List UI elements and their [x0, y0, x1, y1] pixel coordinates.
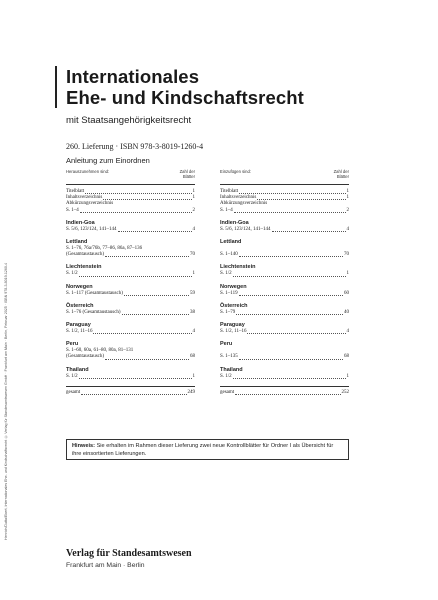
- leader-dots: [234, 212, 346, 213]
- entry-row: [220, 291, 349, 297]
- entry-row: [66, 227, 195, 233]
- entry-row: [66, 271, 195, 277]
- leader-dots: [272, 231, 346, 232]
- total-value: 252: [341, 389, 349, 395]
- entry-pages: Titelblatt: [66, 189, 85, 194]
- total-label: gesamt: [220, 389, 235, 395]
- entry-row: [220, 227, 349, 233]
- leader-dots: [105, 256, 189, 257]
- leader-dots: [118, 231, 192, 232]
- entry-group: [66, 220, 195, 233]
- entry-row: [66, 208, 195, 214]
- leader-dots: [235, 394, 340, 395]
- entry-group: [66, 264, 195, 277]
- entry-sheet-count: 1: [192, 373, 195, 379]
- guide-title: Anleitung zum Einordnen: [66, 156, 150, 165]
- entry-group: [220, 220, 349, 233]
- entry-group: [220, 239, 349, 258]
- leader-dots: [93, 333, 191, 334]
- entry-sheet-count: 4: [192, 226, 195, 232]
- leader-dots: [257, 199, 345, 200]
- entry-group: [220, 284, 349, 297]
- country-heading: Lettland: [220, 239, 242, 246]
- entry-row: [220, 252, 349, 258]
- entry-pages: S. 1–119: [220, 290, 238, 296]
- leader-dots: [124, 295, 189, 296]
- entry-row: [220, 310, 349, 316]
- entry-sheet-count: 38: [190, 309, 195, 315]
- country-heading: Liechtenstein: [220, 264, 256, 271]
- entry-pages: S. 1–79: [220, 309, 236, 315]
- entry-pages: S. 1–76, 76a/76b, 77–86, 86a, 87–136: [66, 246, 143, 252]
- entry-sheet-count: 40: [344, 309, 349, 315]
- country-heading: Österreich: [66, 302, 94, 309]
- page-subtitle: mit Staatsangehörigkeitsrecht: [66, 115, 192, 126]
- entry-group: [220, 264, 349, 277]
- entry-sheet-count: 70: [344, 252, 349, 258]
- entry-sheet-count: 1: [192, 189, 195, 194]
- entry-row: [66, 252, 195, 258]
- country-heading: Peru: [66, 341, 79, 348]
- country-heading: Norwegen: [220, 283, 247, 290]
- entry-pages: (Gesamtaustausch): [66, 354, 105, 360]
- entry-row: [66, 291, 195, 297]
- entry-sheet-count: 1: [192, 195, 195, 201]
- publisher-place: Frankfurt am Main · Berlin: [66, 562, 145, 569]
- entry-row: [220, 271, 349, 277]
- insert-list: [220, 189, 349, 380]
- entry-group: [66, 367, 195, 380]
- entry-pages: S. 1/2, 11–16: [220, 329, 247, 335]
- leader-dots: [239, 295, 343, 296]
- leader-dots: [79, 276, 192, 277]
- entry-pages: Inhaltsverzeichnis: [66, 195, 103, 201]
- country-heading: Indien-Goa: [66, 219, 95, 226]
- country-heading: Thailand: [66, 366, 89, 373]
- insert-header-label: Einzufügen sind:: [220, 169, 251, 174]
- entry-row: [220, 208, 349, 214]
- remove-unit-line-2: Blätter: [182, 174, 195, 179]
- entry-group: [220, 303, 349, 316]
- leader-dots: [233, 378, 346, 379]
- remove-unit-line-1: Zahl der: [179, 169, 195, 174]
- entry-group: [220, 367, 349, 380]
- entry-pages: S. 1–117 (Gesamtaustausch): [66, 290, 123, 296]
- entry-group: [220, 322, 349, 335]
- entry-pages: S. 1–4: [220, 207, 233, 213]
- remove-list: [66, 189, 195, 380]
- entry-sheet-count: 68: [344, 354, 349, 360]
- leader-dots: [81, 394, 186, 395]
- remove-column: [66, 169, 195, 396]
- entry-row: [66, 329, 195, 335]
- country-heading: Liechtenstein: [66, 264, 102, 271]
- entry-sheet-count: 4: [346, 329, 349, 335]
- delivery-info: 260. Lieferung · ISBN 978-3-8019-1260-4: [66, 142, 204, 151]
- insert-unit-line-2: Blätter: [336, 174, 349, 179]
- entry-sheet-count: 60: [344, 290, 349, 296]
- leader-dots: [79, 378, 192, 379]
- country-heading: Paraguay: [66, 322, 91, 329]
- remove-unit-label: [173, 169, 195, 179]
- entry-group: [66, 189, 195, 214]
- entry-sheet-count: 4: [192, 329, 195, 335]
- country-heading: Peru: [220, 341, 233, 348]
- entry-pages: S. 1–76 (Gesamtaustausch): [66, 309, 121, 315]
- title-block: [55, 66, 304, 108]
- note-text: Sie erhalten im Rahmen dieser Lieferung zwei neue Kontrollblätter für Ordner I als Übersicht für ihre einsortierten Lieferungen.: [72, 443, 334, 457]
- country-heading: Paraguay: [220, 322, 245, 329]
- country-heading: Österreich: [220, 302, 248, 309]
- entry-pages: S. 1/2: [220, 373, 232, 379]
- leader-dots: [236, 314, 343, 315]
- entry-sheet-count: 1: [346, 189, 349, 194]
- entry-row: [66, 310, 195, 316]
- remove-total: [66, 386, 195, 396]
- side-copyright-text: Henrich/Dutta/Ebert, Internationales Ehe- und Kindschaftsrecht © Verlag für Standesamtswesen GmbH · Frankfurt am Main · Berlin, Februar 2025 · ISBN 978-3-8019-1260-4: [4, 262, 8, 540]
- leader-dots: [105, 359, 189, 360]
- entry-row: [66, 354, 195, 360]
- entry-group: [66, 322, 195, 335]
- entry-row: [220, 354, 349, 360]
- entry-sheet-count: 1: [192, 271, 195, 277]
- total-value: 249: [187, 389, 195, 395]
- entry-pages: S. 1/2: [66, 373, 78, 379]
- entry-pages: S. 1–60, 60a, 61–80, 80a, 81–131: [66, 348, 134, 354]
- entry-pages: Abkürzungsverzeichnis: [220, 201, 268, 207]
- leader-dots: [80, 212, 192, 213]
- entry-group: [66, 239, 195, 258]
- entry-pages: S. 1–135: [220, 354, 238, 360]
- leader-dots: [233, 276, 346, 277]
- note-box: [66, 439, 349, 460]
- entry-pages: S. 5/6, 123/124, 141–144: [66, 226, 117, 232]
- entry-sheet-count: 2: [346, 207, 349, 213]
- insert-column: [220, 169, 349, 396]
- entry-pages: S. 1–140: [220, 252, 238, 258]
- entry-group: [220, 189, 349, 214]
- entry-sheet-count: 59: [190, 290, 195, 296]
- entry-sheet-count: 1: [346, 271, 349, 277]
- page-title-line-2: Ehe- und Kindschaftsrecht: [66, 87, 304, 108]
- leader-dots: [239, 193, 345, 194]
- country-heading: Lettland: [66, 239, 88, 246]
- leader-dots: [239, 256, 343, 257]
- entry-pages: (Gesamtaustausch): [66, 252, 105, 258]
- leader-dots: [85, 193, 191, 194]
- entry-pages: Inhaltsverzeichnis: [220, 195, 257, 201]
- leader-dots: [122, 314, 189, 315]
- entry-pages: S. 1/2: [220, 271, 232, 277]
- entry-row: [220, 329, 349, 335]
- entry-pages: Abkürzungsverzeichnis: [66, 201, 114, 207]
- publisher-name: Verlag für Standesamtswesen: [66, 548, 192, 559]
- page-title-line-1: Internationales: [66, 66, 200, 87]
- insert-column-header: [220, 169, 349, 185]
- entry-row: [66, 374, 195, 380]
- entry-pages: S. 1/2, 11–16: [66, 329, 93, 335]
- entry-group: [220, 341, 349, 360]
- entry-row: [220, 374, 349, 380]
- note-label: Hinweis:: [72, 443, 96, 449]
- leader-dots: [103, 199, 191, 200]
- country-heading: Norwegen: [66, 283, 93, 290]
- insert-total: [220, 386, 349, 396]
- entry-sheet-count: 1: [346, 195, 349, 201]
- country-heading: Thailand: [220, 366, 243, 373]
- leader-dots: [239, 359, 343, 360]
- entry-sheet-count: 2: [192, 207, 195, 213]
- entry-sheet-count: 1: [346, 373, 349, 379]
- country-heading: Indien-Goa: [220, 219, 249, 226]
- total-row: [220, 390, 349, 396]
- insert-unit-line-1: Zahl der: [333, 169, 349, 174]
- entry-pages: Titelblatt: [220, 189, 239, 194]
- insert-unit-label: [327, 169, 349, 179]
- entry-group: [66, 341, 195, 360]
- entry-sheet-count: 70: [190, 252, 195, 258]
- leader-dots: [247, 333, 345, 334]
- entry-group: [66, 303, 195, 316]
- entry-group: [66, 284, 195, 297]
- entry-pages: S. 5/6, 123/124, 141–144: [220, 226, 271, 232]
- remove-header-label: Herauszunehmen sind:: [66, 169, 110, 174]
- total-label: gesamt: [66, 389, 81, 395]
- total-row: [66, 390, 195, 396]
- remove-column-header: [66, 169, 195, 185]
- entry-pages: S. 1/2: [66, 271, 78, 277]
- entry-sheet-count: 68: [190, 354, 195, 360]
- entry-sheet-count: 4: [346, 226, 349, 232]
- entry-pages: S. 1–4: [66, 207, 79, 213]
